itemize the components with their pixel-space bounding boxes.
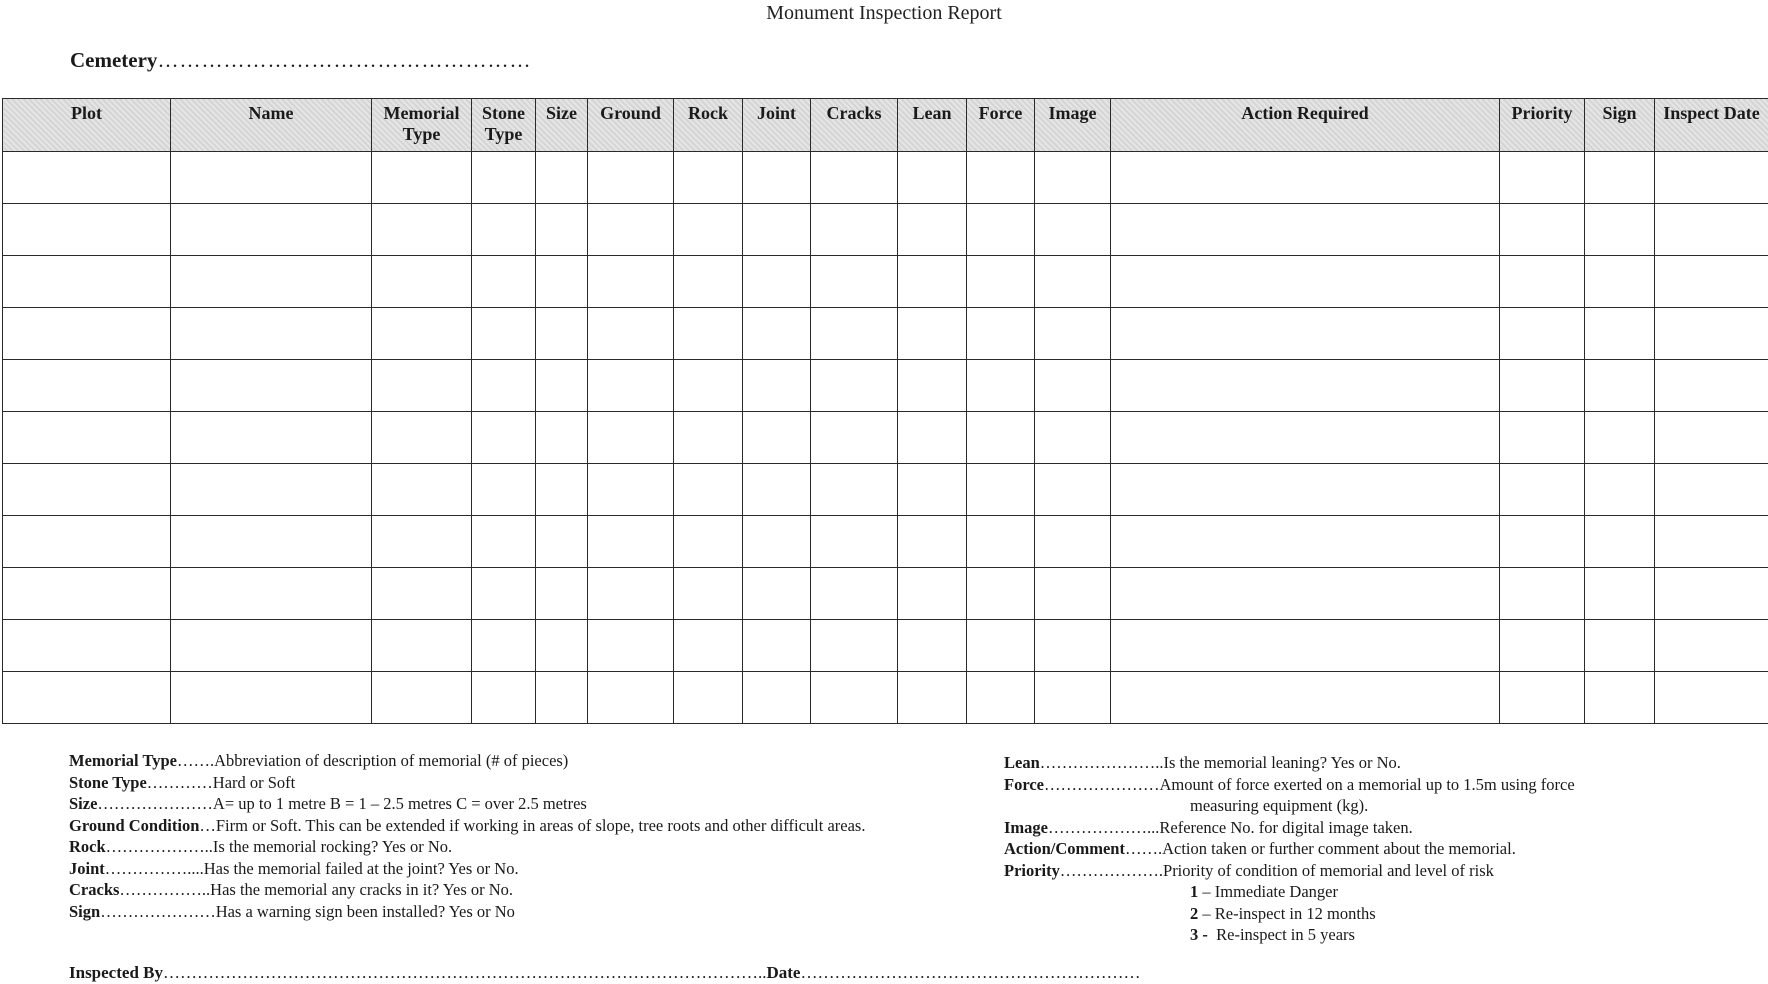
table-cell[interactable]	[588, 464, 674, 516]
table-cell[interactable]	[536, 672, 588, 724]
legend-dots: ………………..	[105, 837, 213, 856]
table-cell[interactable]	[1655, 516, 1768, 568]
legend-item	[1004, 817, 1575, 839]
table-cell[interactable]	[811, 620, 898, 672]
date-label: Date	[766, 963, 801, 982]
column-header-label: Memorial	[383, 103, 460, 123]
column-header-label-line2: Type	[484, 124, 523, 144]
table-cell[interactable]	[811, 152, 898, 204]
legend-item	[1004, 838, 1575, 860]
table-cell[interactable]	[1585, 308, 1655, 360]
column-header-label: Rock	[688, 103, 728, 123]
column-header	[1035, 99, 1111, 152]
legend-description: Abbreviation of description of memorial (# of pieces)	[214, 751, 569, 770]
legend-dots: ……………....	[104, 858, 204, 878]
table-cell[interactable]	[1655, 620, 1768, 672]
table-cell[interactable]	[811, 516, 898, 568]
table-cell[interactable]	[674, 672, 743, 724]
column-header-label: Inspect Date	[1663, 103, 1760, 123]
table-cell[interactable]	[1111, 152, 1500, 204]
table-cell[interactable]	[1500, 152, 1585, 204]
legend-dots: …	[199, 815, 216, 835]
table-cell[interactable]	[3, 516, 171, 568]
table-cell[interactable]	[372, 464, 472, 516]
legend-item	[69, 772, 865, 794]
table-cell[interactable]	[1585, 672, 1655, 724]
table-cell[interactable]	[1500, 672, 1585, 724]
table-cell[interactable]	[472, 204, 536, 256]
legend-description: Hard or Soft	[212, 772, 296, 792]
column-header-label: Lean	[912, 103, 952, 123]
table-cell[interactable]	[472, 620, 536, 672]
table-cell[interactable]	[898, 516, 967, 568]
column-header-label: Stone	[481, 103, 525, 123]
priority-number: 2	[1190, 903, 1199, 923]
table-cell[interactable]	[674, 308, 743, 360]
table-cell[interactable]	[743, 516, 811, 568]
priority-level	[1004, 903, 1575, 925]
legend-key: Memorial Type	[69, 751, 177, 770]
legend-key: Cracks	[69, 880, 120, 899]
table-cell[interactable]	[372, 204, 472, 256]
legend-item	[69, 793, 865, 815]
table-cell[interactable]	[1035, 464, 1111, 516]
column-header-label: Action Required	[1241, 103, 1369, 123]
table-cell[interactable]	[372, 152, 472, 204]
table-cell[interactable]	[1035, 256, 1111, 308]
priority-text: Re-inspect in 5 years	[1212, 925, 1355, 944]
table-cell[interactable]	[372, 516, 472, 568]
table-cell[interactable]	[811, 412, 898, 464]
inspected-by-field[interactable]: ……………………………………………………………………………………………..	[162, 963, 767, 982]
table-cell[interactable]	[811, 308, 898, 360]
table-row	[3, 568, 1768, 620]
table-cell[interactable]	[171, 256, 372, 308]
table-cell[interactable]	[1111, 308, 1500, 360]
table-cell[interactable]	[3, 360, 171, 412]
table-cell[interactable]	[472, 360, 536, 412]
table-cell[interactable]	[967, 256, 1035, 308]
column-header-label: Image	[1048, 103, 1097, 123]
column-header-label: Plot	[71, 103, 102, 123]
table-cell[interactable]	[898, 672, 967, 724]
table-cell[interactable]	[171, 308, 372, 360]
legend-key: Stone Type	[69, 772, 147, 792]
column-header	[1585, 99, 1655, 152]
table-cell[interactable]	[372, 672, 472, 724]
table-cell[interactable]	[588, 672, 674, 724]
table-cell[interactable]	[1585, 412, 1655, 464]
table-cell[interactable]	[674, 412, 743, 464]
priority-text: – Re-inspect in 12 months	[1202, 903, 1376, 923]
table-cell[interactable]	[588, 308, 674, 360]
table-cell[interactable]	[536, 360, 588, 412]
table-cell[interactable]	[1111, 412, 1500, 464]
table-body	[3, 152, 1768, 724]
table-cell[interactable]	[3, 568, 171, 620]
table-cell[interactable]	[3, 620, 171, 672]
table-cell[interactable]	[1585, 516, 1655, 568]
table-cell[interactable]	[967, 464, 1035, 516]
table-cell[interactable]	[743, 256, 811, 308]
legend-dots: …………………..	[1039, 753, 1164, 772]
legend-left	[69, 750, 865, 922]
table-row	[3, 464, 1768, 516]
legend-description: Firm or Soft. This can be extended if working in areas of slope, tree roots and other difficult areas.	[215, 815, 866, 835]
legend-key: Image	[1004, 817, 1048, 837]
table-row	[3, 412, 1768, 464]
legend-key: Ground Condition	[69, 815, 200, 835]
table-cell[interactable]	[171, 204, 372, 256]
table-cell[interactable]	[1035, 308, 1111, 360]
table-row	[3, 204, 1768, 256]
table-cell[interactable]	[898, 412, 967, 464]
legend-dots: …….	[177, 751, 215, 770]
table-cell[interactable]	[967, 568, 1035, 620]
table-cell[interactable]	[1585, 152, 1655, 204]
table-cell[interactable]	[171, 464, 372, 516]
legend-description: Has the memorial failed at the joint? Yes or No.	[203, 858, 519, 878]
table-cell[interactable]	[1111, 256, 1500, 308]
table-cell[interactable]	[1655, 360, 1768, 412]
legend-description: Action taken or further comment about the memorial.	[1162, 839, 1516, 858]
table-cell[interactable]	[472, 568, 536, 620]
priority-text: – Immediate Danger	[1202, 882, 1338, 901]
table-row	[3, 256, 1768, 308]
legend-description: Is the memorial leaning? Yes or No.	[1163, 753, 1401, 772]
table-cell[interactable]	[588, 516, 674, 568]
table-cell[interactable]	[372, 568, 472, 620]
legend-description: Amount of force exerted on a memorial up to 1.5m using force	[1159, 774, 1575, 794]
table-cell[interactable]	[811, 568, 898, 620]
table-cell[interactable]	[1035, 412, 1111, 464]
table-cell[interactable]	[898, 256, 967, 308]
table-cell[interactable]	[472, 308, 536, 360]
table-cell[interactable]	[743, 412, 811, 464]
table-cell[interactable]	[536, 620, 588, 672]
table-cell[interactable]	[967, 360, 1035, 412]
column-header	[898, 99, 967, 152]
priority-level	[1004, 924, 1575, 946]
table-cell[interactable]	[898, 620, 967, 672]
column-header	[588, 99, 674, 152]
table-cell[interactable]	[1500, 568, 1585, 620]
legend-key: Priority	[1004, 860, 1060, 880]
table-cell[interactable]	[536, 516, 588, 568]
legend-description: A= up to 1 metre B = 1 – 2.5 metres C = over 2.5 metres	[212, 794, 587, 813]
table-cell[interactable]	[1585, 620, 1655, 672]
column-header-label: Ground	[600, 103, 661, 123]
table-cell[interactable]	[472, 412, 536, 464]
legend-item	[69, 815, 865, 837]
table-cell[interactable]	[1111, 620, 1500, 672]
table-cell[interactable]	[898, 568, 967, 620]
column-header	[171, 99, 372, 152]
legend-item	[69, 901, 865, 923]
table-cell[interactable]	[3, 308, 171, 360]
inspection-table	[2, 98, 1768, 724]
table-cell[interactable]	[811, 204, 898, 256]
table-cell[interactable]	[743, 204, 811, 256]
table-cell[interactable]	[171, 516, 372, 568]
table-cell[interactable]	[536, 464, 588, 516]
table-row	[3, 360, 1768, 412]
column-header-label: Joint	[756, 103, 796, 123]
table-cell[interactable]	[1500, 412, 1585, 464]
legend-dots: ……………..	[119, 880, 211, 899]
table-cell[interactable]	[743, 360, 811, 412]
table-cell[interactable]	[171, 360, 372, 412]
table-row	[3, 516, 1768, 568]
table-cell[interactable]	[1035, 204, 1111, 256]
table-cell[interactable]	[811, 360, 898, 412]
table-cell[interactable]	[171, 412, 372, 464]
table-cell[interactable]	[536, 412, 588, 464]
table-cell[interactable]	[674, 152, 743, 204]
table-cell[interactable]	[588, 152, 674, 204]
table-cell[interactable]	[674, 256, 743, 308]
table-cell[interactable]	[743, 152, 811, 204]
table-cell[interactable]	[472, 152, 536, 204]
table-cell[interactable]	[1035, 360, 1111, 412]
column-header-label: Cracks	[826, 103, 882, 123]
table-cell[interactable]	[1111, 568, 1500, 620]
table-cell[interactable]	[1500, 516, 1585, 568]
table-cell[interactable]	[3, 152, 171, 204]
table-cell[interactable]	[1035, 516, 1111, 568]
table-cell[interactable]	[3, 412, 171, 464]
cemetery-dots: ……………………………………………	[157, 48, 532, 72]
table-cell[interactable]	[588, 620, 674, 672]
table-cell[interactable]	[674, 516, 743, 568]
table-cell[interactable]	[536, 308, 588, 360]
column-header	[1655, 99, 1768, 152]
column-header-label: Priority	[1511, 103, 1573, 123]
table-cell[interactable]	[674, 568, 743, 620]
legend-item	[69, 858, 865, 880]
legend-right	[1004, 752, 1575, 946]
table-cell[interactable]	[898, 464, 967, 516]
legend-item	[69, 836, 865, 858]
table-cell[interactable]	[898, 308, 967, 360]
legend-dots: ……………….	[1059, 860, 1164, 880]
table-cell[interactable]	[372, 620, 472, 672]
table-cell[interactable]	[1500, 204, 1585, 256]
legend-item	[69, 750, 865, 772]
table-row	[3, 672, 1768, 724]
column-header	[1500, 99, 1585, 152]
table-cell[interactable]	[536, 256, 588, 308]
legend-item	[69, 879, 865, 901]
table-cell[interactable]	[588, 256, 674, 308]
table-cell[interactable]	[1035, 620, 1111, 672]
table-cell[interactable]	[1655, 256, 1768, 308]
priority-levels	[1004, 881, 1575, 946]
legend-dots: …………	[146, 772, 213, 792]
table-cell[interactable]	[372, 360, 472, 412]
table-cell[interactable]	[743, 464, 811, 516]
legend-key: Lean	[1004, 753, 1040, 772]
table-cell[interactable]	[1035, 672, 1111, 724]
table-cell[interactable]	[674, 620, 743, 672]
legend-dots: …………………	[100, 901, 216, 921]
column-header	[967, 99, 1035, 152]
table-cell[interactable]	[472, 516, 536, 568]
column-header-label: Force	[978, 103, 1023, 123]
cemetery-label: Cemetery	[70, 48, 158, 72]
column-header-label: Sign	[1602, 103, 1637, 123]
table-cell[interactable]	[1585, 360, 1655, 412]
table-cell[interactable]	[3, 256, 171, 308]
legend-description: Has a warning sign been installed? Yes or No	[215, 901, 515, 921]
table-cell[interactable]	[1500, 620, 1585, 672]
table-row	[3, 308, 1768, 360]
legend-description: Priority of condition of memorial and level of risk	[1163, 860, 1494, 880]
legend-item	[1004, 752, 1575, 774]
footer	[69, 962, 1140, 984]
table-cell[interactable]	[372, 412, 472, 464]
table-cell[interactable]	[743, 672, 811, 724]
legend-item	[1004, 774, 1575, 796]
table-cell[interactable]	[898, 360, 967, 412]
table-cell[interactable]	[967, 620, 1035, 672]
report-title: Monument Inspection Report	[766, 2, 1002, 24]
table-cell[interactable]	[171, 152, 372, 204]
table-cell[interactable]	[1655, 308, 1768, 360]
table-cell[interactable]	[536, 152, 588, 204]
table-cell[interactable]	[1500, 308, 1585, 360]
table-cell[interactable]	[743, 620, 811, 672]
priority-level	[1004, 881, 1575, 903]
column-header	[536, 99, 588, 152]
table-cell[interactable]	[171, 672, 372, 724]
table-cell[interactable]	[967, 672, 1035, 724]
table-cell[interactable]	[1111, 204, 1500, 256]
column-header-label: Size	[546, 103, 577, 123]
table-cell[interactable]	[1111, 672, 1500, 724]
date-field[interactable]: ……………………………………………………	[800, 963, 1141, 982]
table-cell[interactable]	[472, 256, 536, 308]
cemetery-field[interactable]	[70, 46, 531, 74]
table-cell[interactable]	[536, 568, 588, 620]
legend-description: measuring equipment (kg).	[1190, 796, 1369, 815]
table-cell[interactable]	[967, 412, 1035, 464]
table-cell[interactable]	[472, 464, 536, 516]
table-cell[interactable]	[743, 568, 811, 620]
legend-description: Reference No. for digital image taken.	[1159, 817, 1413, 837]
legend-dots: …….	[1124, 839, 1163, 858]
table-cell[interactable]	[1585, 204, 1655, 256]
table-cell[interactable]	[967, 308, 1035, 360]
legend-dots: ………………...	[1048, 817, 1160, 837]
table-cell[interactable]	[898, 152, 967, 204]
table-row	[3, 152, 1768, 204]
table-cell[interactable]	[743, 308, 811, 360]
table-cell[interactable]	[171, 620, 372, 672]
legend-description: Has the memorial any cracks in it? Yes or No.	[210, 880, 514, 899]
column-header	[372, 99, 472, 152]
table-cell[interactable]	[1655, 204, 1768, 256]
table-header-row	[3, 99, 1768, 152]
legend-key: Size	[69, 794, 98, 813]
priority-number: 3 -	[1190, 925, 1208, 944]
table-cell[interactable]	[1585, 568, 1655, 620]
column-header	[3, 99, 171, 152]
table-cell[interactable]	[898, 204, 967, 256]
table-cell[interactable]	[171, 568, 372, 620]
legend-dots: …………………	[1044, 774, 1160, 794]
table-cell[interactable]	[967, 204, 1035, 256]
legend-key: Force	[1004, 774, 1045, 794]
table-cell[interactable]	[1500, 256, 1585, 308]
legend-key: Joint	[69, 858, 105, 878]
table-cell[interactable]	[1585, 464, 1655, 516]
table-cell[interactable]	[811, 464, 898, 516]
table-cell[interactable]	[3, 464, 171, 516]
table-cell[interactable]	[588, 360, 674, 412]
legend-key: Rock	[69, 837, 106, 856]
table-cell[interactable]	[967, 516, 1035, 568]
inspected-by-label: Inspected By	[69, 963, 163, 982]
column-header	[674, 99, 743, 152]
table-cell[interactable]	[674, 360, 743, 412]
table-cell[interactable]	[372, 308, 472, 360]
table-cell[interactable]	[811, 256, 898, 308]
table-cell[interactable]	[1111, 464, 1500, 516]
table-cell[interactable]	[1655, 412, 1768, 464]
column-header	[811, 99, 898, 152]
table-cell[interactable]	[967, 152, 1035, 204]
table-cell[interactable]	[3, 204, 171, 256]
table-cell[interactable]	[811, 672, 898, 724]
table-cell[interactable]	[372, 256, 472, 308]
table-cell[interactable]	[1035, 152, 1111, 204]
table-cell[interactable]	[1655, 152, 1768, 204]
table-cell[interactable]	[1111, 360, 1500, 412]
table-cell[interactable]	[1500, 360, 1585, 412]
table-cell[interactable]	[3, 672, 171, 724]
legend-key: Sign	[69, 901, 101, 921]
column-header	[472, 99, 536, 152]
column-header	[743, 99, 811, 152]
column-header-label: Name	[248, 103, 294, 123]
table-cell[interactable]	[1585, 256, 1655, 308]
table-cell[interactable]	[536, 204, 588, 256]
table-cell[interactable]	[1500, 464, 1585, 516]
table-cell[interactable]	[588, 412, 674, 464]
table-cell[interactable]	[1655, 464, 1768, 516]
legend-dots: …………………	[97, 794, 213, 813]
table-cell[interactable]	[1111, 516, 1500, 568]
table-row	[3, 620, 1768, 672]
legend-description: Is the memorial rocking? Yes or No.	[212, 837, 453, 856]
table-cell[interactable]	[1655, 568, 1768, 620]
legend-item	[1004, 860, 1575, 882]
table-cell[interactable]	[1655, 672, 1768, 724]
priority-number: 1	[1190, 882, 1199, 901]
table-cell[interactable]	[588, 568, 674, 620]
table-cell[interactable]	[588, 204, 674, 256]
legend-item	[1004, 795, 1575, 817]
legend-key: Action/Comment	[1004, 839, 1125, 858]
column-header-label-line2: Type	[402, 124, 441, 144]
table-cell[interactable]	[674, 464, 743, 516]
table-cell[interactable]	[674, 204, 743, 256]
column-header	[1111, 99, 1500, 152]
table-cell[interactable]	[472, 672, 536, 724]
table-cell[interactable]	[1035, 568, 1111, 620]
